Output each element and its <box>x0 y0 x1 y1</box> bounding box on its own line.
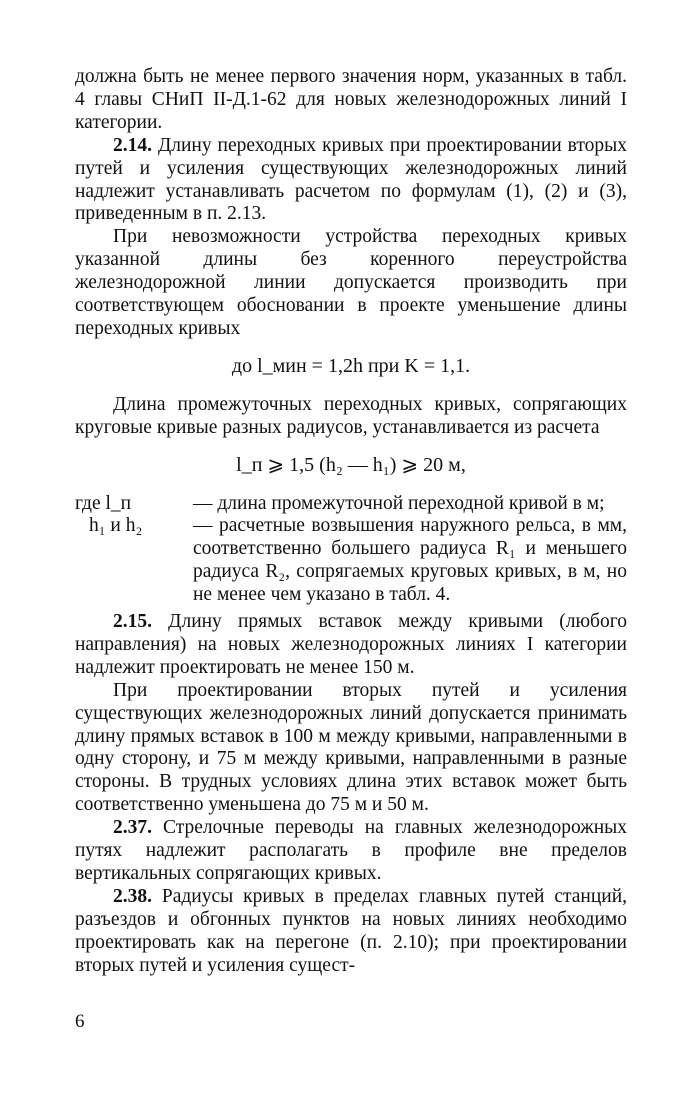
section-number: 2.38. <box>113 885 152 907</box>
section-number: 2.37. <box>113 817 152 839</box>
paragraph-intermediate-curves: Длина промежуточных переходных кривых, сопрягающих круговые кривые разных радиусов, устанавливается из расчета <box>75 393 627 438</box>
section-number: 2.14. <box>113 134 152 156</box>
definitions <box>75 493 627 608</box>
definition-term: где l_п <box>75 492 132 514</box>
paragraph-2-37 <box>75 817 627 886</box>
document-body <box>75 66 627 978</box>
formula-intermediate-length: l_п ⩾ 1,5 (h₂ — h₁) ⩾ 20 м, <box>236 453 466 476</box>
definition-text: — расчетные возвышения наружного рельса, в мм, соответственно большего радиуса R₁ и меньшего радиуса R₂, сопрягаемых круговых кривых, в м, но не менее чем указано в табл. 4. <box>193 515 627 606</box>
section-number: 2.15. <box>113 611 152 633</box>
paragraph-reduction: При невозможности устройства переходных кривых указанной длины без коренного переустройства железнодорожной линии допускается производить при соответствующем обосновании в проекте уменьшение длины переходных кривых <box>75 226 627 339</box>
paragraph-2-38 <box>75 886 627 978</box>
definition-row <box>75 493 627 516</box>
paragraph-text: Радиусы кривых в пределах главных путей станций, разъездов и обгонных пунктов на новых линиях необходимо проектировать как на перегоне (п. 2.10); при проектировании вторых путей и усиления сущест- <box>75 885 628 976</box>
page-number: 6 <box>75 1011 85 1032</box>
paragraph-straight-inserts: При проектировании вторых путей и усиления существующих железнодорожных линий допускается принимать длину прямых вставок в 100 м между кривыми, направленными в одну сторону, и 75 м между кривыми, направленными в разные стороны. В трудных условиях длина этих вставок может быть соответственно уменьшена до 75 м и 50 м. <box>75 679 627 816</box>
definition-text: — длина промежуточной переходной кривой в м; <box>193 492 605 514</box>
paragraph-text: Длину переходных кривых при проектировании вторых путей и усиления существующих железнодорожных линий надлежит устанавливать расчетом по формулам (1), (2) и (3), приведенным в п. 2.13. <box>75 134 627 225</box>
definition-term: h₁ и h₂ <box>89 515 143 537</box>
paragraph-text: Длину прямых вставок между кривыми (любого направления) на новых железнодорожных линиях I категории надлежит проектировать не менее 150 м. <box>75 611 627 678</box>
paragraph-text: Стрелочные переводы на главных железнодорожных путях надлежит располагать в профиле вне пределов вертикальных сопрягающих кривых. <box>75 817 627 884</box>
definition-row <box>75 515 627 607</box>
paragraph-2-15 <box>75 611 627 680</box>
formula-min-length: до l_мин = 1,2h при K = 1,1. <box>231 354 471 377</box>
paragraph-continuation: должна быть не менее первого значения норм, указанных в табл. 4 главы СНиП II-Д.1-62 для новых железнодорожных линий I категории. <box>75 66 627 133</box>
paragraph-2-14 <box>75 135 627 227</box>
